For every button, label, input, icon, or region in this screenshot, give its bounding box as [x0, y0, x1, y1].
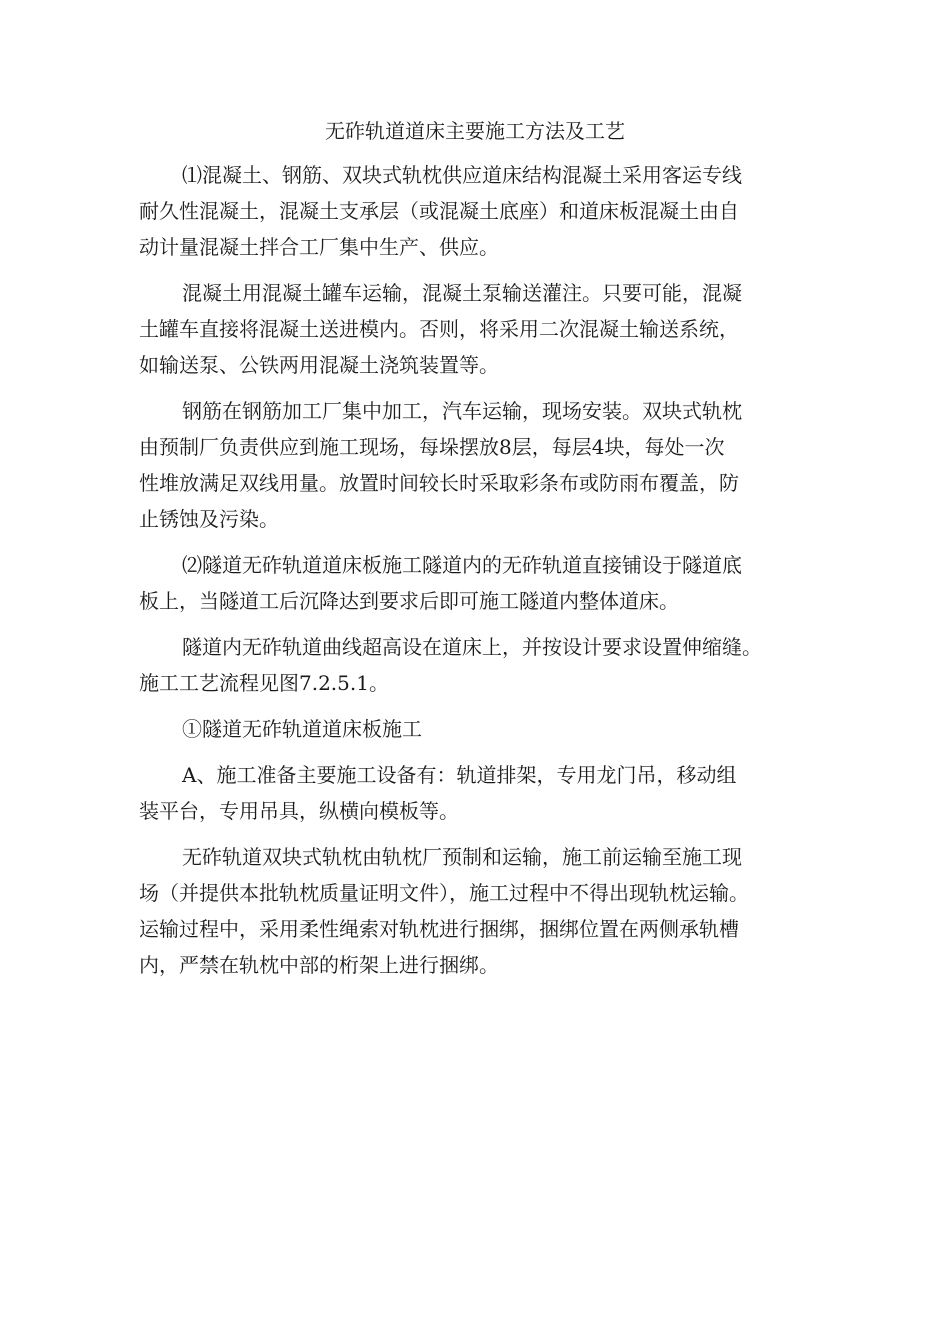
paragraph-line: 施工工艺流程见图7.2.5.1。 — [139, 671, 389, 695]
paragraph-line: ⑵隧道无砟轨道道床板施工隧道内的无砟轨道直接铺设于隧道底 — [182, 553, 742, 577]
document-title: 无砟轨道道床主要施工方法及工艺 — [325, 119, 625, 143]
paragraph-line: 钢筋在钢筋加工厂集中加工，汽车运输，现场安装。双块式轨枕 — [182, 399, 742, 423]
paragraph-line: 性堆放满足双线用量。放置时间较长时采取彩条布或防雨布覆盖，防 — [139, 471, 739, 495]
paragraph-line: 混凝土用混凝土罐车运输，混凝土泵输送灌注。只要可能，混凝 — [182, 281, 742, 305]
paragraph-line: 内，严禁在轨枕中部的桁架上进行捆绑。 — [139, 953, 499, 977]
paragraph-2 — [139, 275, 819, 383]
paragraph-line: ⑴混凝土、钢筋、双块式轨枕供应道床结构混凝土采用客运专线 — [182, 163, 742, 187]
paragraph-line: 无砟轨道双块式轨枕由轨枕厂预制和运输，施工前运输至施工现 — [182, 845, 742, 869]
paragraph-6 — [139, 711, 819, 747]
paragraph-line: 动计量混凝土拌合工厂集中生产、供应。 — [139, 235, 499, 259]
paragraph-7 — [139, 757, 819, 829]
paragraph-line: 如输送泵、公铁两用混凝土浇筑装置等。 — [139, 353, 499, 377]
paragraph-4 — [139, 547, 819, 619]
document-body — [139, 157, 819, 983]
paragraph-line: ①隧道无砟轨道道床板施工 — [182, 717, 422, 741]
paragraph-5 — [139, 629, 819, 701]
paragraph-line: A、施工准备主要施工设备有：轨道排架，专用龙门吊，移动组 — [182, 763, 737, 787]
paragraph-line: 板上，当隧道工后沉降达到要求后即可施工隧道内整体道床。 — [139, 589, 679, 613]
paragraph-line: 装平台，专用吊具，纵横向模板等。 — [139, 799, 459, 823]
paragraph-3 — [139, 393, 819, 537]
paragraph-line: 耐久性混凝土，混凝土支承层（或混凝土底座）和道床板混凝土由自 — [139, 199, 739, 223]
paragraph-8 — [139, 839, 819, 983]
paragraph-line: 由预制厂负责供应到施工现场，每垛摆放8层，每层4块，每处一次 — [139, 435, 725, 459]
paragraph-line: 运输过程中，采用柔性绳索对轨枕进行捆绑，捆绑位置在两侧承轨槽 — [139, 917, 739, 941]
paragraph-line: 场（并提供本批轨枕质量证明文件），施工过程中不得出现轨枕运输。 — [139, 881, 749, 905]
paragraph-line: 止锈蚀及污染。 — [139, 507, 279, 531]
paragraph-line: 隧道内无砟轨道曲线超高设在道床上，并按设计要求设置伸缩缝。 — [182, 635, 762, 659]
paragraph-1 — [139, 157, 819, 265]
paragraph-line: 土罐车直接将混凝土送进模内。否则，将采用二次混凝土输送系统， — [139, 317, 739, 341]
